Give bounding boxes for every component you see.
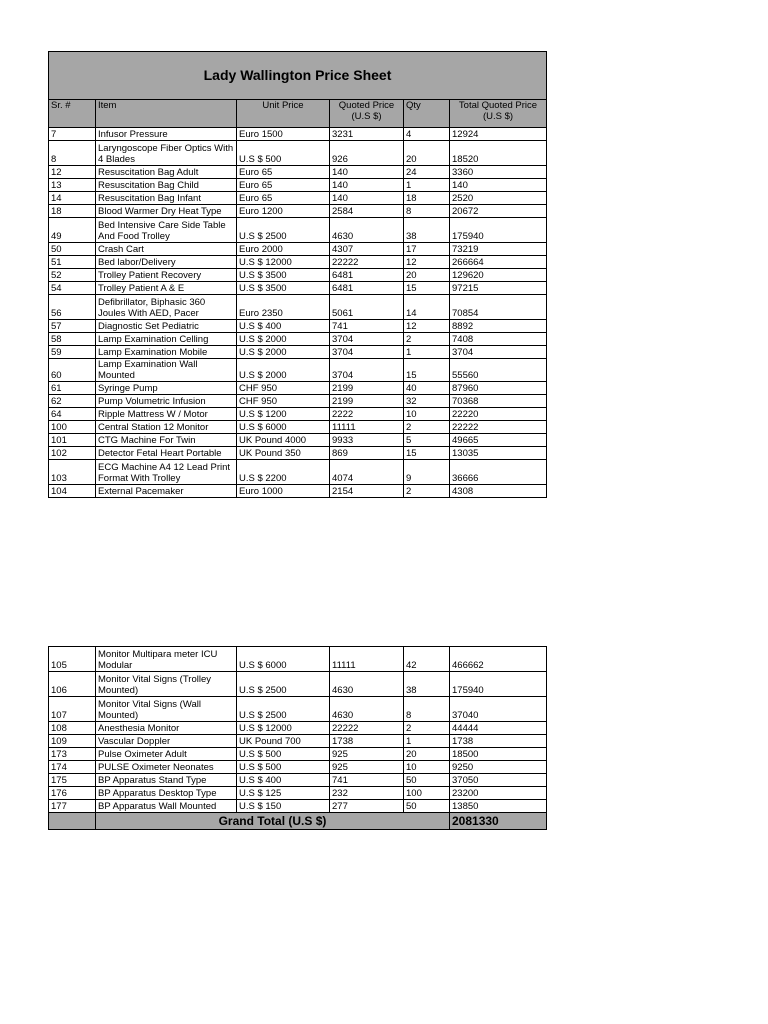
cell-unit-price: U.S $ 2500 — [237, 697, 330, 722]
table-row — [49, 672, 547, 697]
cell-item: Pump Volumetric Infusion — [96, 395, 237, 408]
cell-quoted-price: 277 — [330, 800, 404, 813]
cell-quoted-price: 140 — [330, 179, 404, 192]
cell-qty: 18 — [404, 192, 450, 205]
cell-qty: 50 — [404, 774, 450, 787]
cell-qty: 17 — [404, 243, 450, 256]
cell-item: Monitor Multipara meter ICU Modular — [96, 647, 237, 672]
table-row — [49, 382, 547, 395]
table-row — [49, 447, 547, 460]
cell-quoted-price: 3704 — [330, 333, 404, 346]
cell-item: Defibrillator, Biphasic 360 Joules With AED, Pacer — [96, 295, 237, 320]
cell-sr: 107 — [49, 697, 96, 722]
cell-sr: 108 — [49, 722, 96, 735]
cell-qty: 2 — [404, 421, 450, 434]
table-row — [49, 205, 547, 218]
table-row — [49, 359, 547, 382]
cell-qty: 20 — [404, 269, 450, 282]
cell-quoted-price: 3704 — [330, 346, 404, 359]
table-row — [49, 697, 547, 722]
cell-total: 37050 — [450, 774, 547, 787]
cell-sr: 52 — [49, 269, 96, 282]
cell-sr: 105 — [49, 647, 96, 672]
cell-sr: 64 — [49, 408, 96, 421]
cell-quoted-price: 2222 — [330, 408, 404, 421]
cell-quoted-price: 9933 — [330, 434, 404, 447]
table-row — [49, 320, 547, 333]
header-row — [49, 100, 547, 128]
cell-total: 2520 — [450, 192, 547, 205]
cell-qty: 15 — [404, 447, 450, 460]
cell-unit-price: U.S $ 12000 — [237, 256, 330, 269]
cell-total: 4308 — [450, 485, 547, 498]
cell-quoted-price: 741 — [330, 320, 404, 333]
cell-total: 3704 — [450, 346, 547, 359]
cell-qty: 5 — [404, 434, 450, 447]
cell-qty: 14 — [404, 295, 450, 320]
table-row — [49, 647, 547, 672]
cell-sr: 8 — [49, 141, 96, 166]
cell-quoted-price: 4630 — [330, 218, 404, 243]
cell-unit-price: CHF 950 — [237, 395, 330, 408]
cell-total: 70368 — [450, 395, 547, 408]
table-row — [49, 748, 547, 761]
header-quoted-price: Quoted Price (U.S $) — [330, 100, 404, 128]
cell-total: 18500 — [450, 748, 547, 761]
table-row — [49, 346, 547, 359]
cell-quoted-price: 4630 — [330, 697, 404, 722]
table-row — [49, 460, 547, 485]
cell-unit-price: U.S $ 400 — [237, 774, 330, 787]
cell-unit-price: U.S $ 2000 — [237, 346, 330, 359]
header-item: Item — [96, 100, 237, 128]
cell-quoted-price: 926 — [330, 141, 404, 166]
grand-total-blank — [49, 813, 96, 830]
cell-sr: 7 — [49, 128, 96, 141]
cell-item: Resuscitation Bag Child — [96, 179, 237, 192]
cell-total: 49665 — [450, 434, 547, 447]
cell-total: 23200 — [450, 787, 547, 800]
cell-sr: 58 — [49, 333, 96, 346]
cell-qty: 1 — [404, 346, 450, 359]
grand-total-row — [49, 813, 547, 830]
cell-sr: 14 — [49, 192, 96, 205]
cell-item: Laryngoscope Fiber Optics With 4 Blades — [96, 141, 237, 166]
cell-qty: 2 — [404, 333, 450, 346]
cell-total: 175940 — [450, 218, 547, 243]
cell-qty: 1 — [404, 735, 450, 748]
header-total: Total Quoted Price (U.S $) — [450, 100, 547, 128]
cell-sr: 57 — [49, 320, 96, 333]
cell-sr: 106 — [49, 672, 96, 697]
cell-item: Lamp Examination Celling — [96, 333, 237, 346]
table-row — [49, 485, 547, 498]
cell-total: 73219 — [450, 243, 547, 256]
cell-item: Anesthesia Monitor — [96, 722, 237, 735]
price-sheet-table-1 — [48, 51, 547, 498]
cell-sr: 59 — [49, 346, 96, 359]
cell-quoted-price: 4074 — [330, 460, 404, 485]
cell-total: 97215 — [450, 282, 547, 295]
cell-item: Bed labor/Delivery — [96, 256, 237, 269]
cell-quoted-price: 1738 — [330, 735, 404, 748]
cell-quoted-price: 232 — [330, 787, 404, 800]
cell-quoted-price: 22222 — [330, 256, 404, 269]
cell-unit-price: UK Pound 350 — [237, 447, 330, 460]
cell-sr: 102 — [49, 447, 96, 460]
cell-unit-price: Euro 1200 — [237, 205, 330, 218]
cell-qty: 2 — [404, 485, 450, 498]
cell-total: 20672 — [450, 205, 547, 218]
cell-item: Ripple Mattress W / Motor — [96, 408, 237, 421]
cell-item: Blood Warmer Dry Heat Type — [96, 205, 237, 218]
cell-total: 55560 — [450, 359, 547, 382]
cell-quoted-price: 925 — [330, 761, 404, 774]
table-row — [49, 735, 547, 748]
cell-qty: 12 — [404, 256, 450, 269]
grand-total-value: 2081330 — [450, 813, 547, 830]
table-row — [49, 166, 547, 179]
cell-qty: 38 — [404, 218, 450, 243]
cell-qty: 15 — [404, 359, 450, 382]
cell-unit-price: U.S $ 3500 — [237, 282, 330, 295]
cell-total: 266664 — [450, 256, 547, 269]
table-row — [49, 295, 547, 320]
table-row — [49, 722, 547, 735]
cell-item: Trolley Patient A & E — [96, 282, 237, 295]
cell-sr: 12 — [49, 166, 96, 179]
header-unit-price: Unit Price — [237, 100, 330, 128]
cell-unit-price: CHF 950 — [237, 382, 330, 395]
cell-sr: 54 — [49, 282, 96, 295]
cell-sr: 49 — [49, 218, 96, 243]
table-row — [49, 395, 547, 408]
table-row — [49, 128, 547, 141]
cell-sr: 56 — [49, 295, 96, 320]
cell-total: 175940 — [450, 672, 547, 697]
cell-sr: 176 — [49, 787, 96, 800]
cell-item: Diagnostic Set Pediatric — [96, 320, 237, 333]
table-row — [49, 141, 547, 166]
cell-qty: 50 — [404, 800, 450, 813]
cell-total: 22222 — [450, 421, 547, 434]
cell-item: Syringe Pump — [96, 382, 237, 395]
cell-quoted-price: 5061 — [330, 295, 404, 320]
cell-item: Infusor Pressure — [96, 128, 237, 141]
cell-quoted-price: 140 — [330, 192, 404, 205]
cell-sr: 109 — [49, 735, 96, 748]
cell-quoted-price: 4630 — [330, 672, 404, 697]
cell-quoted-price: 11111 — [330, 647, 404, 672]
cell-qty: 1 — [404, 179, 450, 192]
cell-unit-price: U.S $ 6000 — [237, 421, 330, 434]
cell-quoted-price: 2154 — [330, 485, 404, 498]
cell-unit-price: Euro 1000 — [237, 485, 330, 498]
cell-unit-price: U.S $ 2000 — [237, 333, 330, 346]
cell-item: Trolley Patient Recovery — [96, 269, 237, 282]
cell-quoted-price: 11111 — [330, 421, 404, 434]
cell-qty: 42 — [404, 647, 450, 672]
cell-total: 13035 — [450, 447, 547, 460]
cell-total: 13850 — [450, 800, 547, 813]
cell-item: BP Apparatus Desktop Type — [96, 787, 237, 800]
cell-unit-price: U.S $ 2500 — [237, 672, 330, 697]
cell-item: External Pacemaker — [96, 485, 237, 498]
cell-unit-price: U.S $ 2200 — [237, 460, 330, 485]
table-row — [49, 787, 547, 800]
cell-total: 1738 — [450, 735, 547, 748]
cell-total: 36666 — [450, 460, 547, 485]
cell-sr: 50 — [49, 243, 96, 256]
cell-qty: 40 — [404, 382, 450, 395]
cell-item: Detector Fetal Heart Portable — [96, 447, 237, 460]
cell-sr: 100 — [49, 421, 96, 434]
cell-item: Resuscitation Bag Infant — [96, 192, 237, 205]
cell-quoted-price: 140 — [330, 166, 404, 179]
cell-total: 22220 — [450, 408, 547, 421]
sheet-title: Lady Wallington Price Sheet — [49, 52, 547, 100]
cell-unit-price: Euro 65 — [237, 192, 330, 205]
cell-unit-price: U.S $ 500 — [237, 748, 330, 761]
cell-qty: 10 — [404, 408, 450, 421]
cell-quoted-price: 2584 — [330, 205, 404, 218]
header-sr: Sr. # — [49, 100, 96, 128]
cell-sr: 61 — [49, 382, 96, 395]
cell-unit-price: U.S $ 2000 — [237, 359, 330, 382]
cell-item: ECG Machine A4 12 Lead Print Format With Trolley — [96, 460, 237, 485]
cell-total: 18520 — [450, 141, 547, 166]
cell-quoted-price: 6481 — [330, 282, 404, 295]
cell-sr: 101 — [49, 434, 96, 447]
table-row — [49, 774, 547, 787]
cell-item: Lamp Examination Mobile — [96, 346, 237, 359]
grand-total-label: Grand Total (U.S $) — [96, 813, 450, 830]
table-row — [49, 282, 547, 295]
cell-unit-price: Euro 2000 — [237, 243, 330, 256]
table-row — [49, 333, 547, 346]
cell-item: Resuscitation Bag Adult — [96, 166, 237, 179]
cell-unit-price: UK Pound 700 — [237, 735, 330, 748]
cell-item: Monitor Vital Signs (Trolley Mounted) — [96, 672, 237, 697]
cell-sr: 62 — [49, 395, 96, 408]
cell-quoted-price: 2199 — [330, 382, 404, 395]
table-row — [49, 192, 547, 205]
cell-unit-price: U.S $ 500 — [237, 761, 330, 774]
cell-qty: 9 — [404, 460, 450, 485]
cell-unit-price: U.S $ 12000 — [237, 722, 330, 735]
cell-qty: 4 — [404, 128, 450, 141]
cell-unit-price: U.S $ 3500 — [237, 269, 330, 282]
cell-total: 129620 — [450, 269, 547, 282]
cell-unit-price: Euro 1500 — [237, 128, 330, 141]
cell-unit-price: UK Pound 4000 — [237, 434, 330, 447]
cell-item: Bed Intensive Care Side Table And Food Trolley — [96, 218, 237, 243]
cell-unit-price: Euro 65 — [237, 166, 330, 179]
cell-qty: 8 — [404, 697, 450, 722]
cell-item: Monitor Vital Signs (Wall Mounted) — [96, 697, 237, 722]
table-row — [49, 800, 547, 813]
cell-qty: 38 — [404, 672, 450, 697]
cell-quoted-price: 925 — [330, 748, 404, 761]
cell-item: BP Apparatus Wall Mounted — [96, 800, 237, 813]
cell-sr: 173 — [49, 748, 96, 761]
table-row — [49, 421, 547, 434]
table-row — [49, 179, 547, 192]
cell-total: 140 — [450, 179, 547, 192]
cell-quoted-price: 2199 — [330, 395, 404, 408]
cell-item: Crash Cart — [96, 243, 237, 256]
cell-total: 37040 — [450, 697, 547, 722]
cell-unit-price: U.S $ 2500 — [237, 218, 330, 243]
cell-quoted-price: 6481 — [330, 269, 404, 282]
cell-qty: 2 — [404, 722, 450, 735]
cell-unit-price: U.S $ 500 — [237, 141, 330, 166]
cell-item: PULSE Oximeter Neonates — [96, 761, 237, 774]
cell-unit-price: U.S $ 400 — [237, 320, 330, 333]
cell-qty: 8 — [404, 205, 450, 218]
cell-quoted-price: 22222 — [330, 722, 404, 735]
cell-unit-price: Euro 2350 — [237, 295, 330, 320]
cell-item: Pulse Oximeter Adult — [96, 748, 237, 761]
table-row — [49, 256, 547, 269]
cell-quoted-price: 869 — [330, 447, 404, 460]
cell-sr: 174 — [49, 761, 96, 774]
cell-item: BP Apparatus Stand Type — [96, 774, 237, 787]
cell-quoted-price: 4307 — [330, 243, 404, 256]
cell-sr: 13 — [49, 179, 96, 192]
cell-sr: 60 — [49, 359, 96, 382]
cell-sr: 51 — [49, 256, 96, 269]
cell-unit-price: U.S $ 150 — [237, 800, 330, 813]
cell-quoted-price: 3231 — [330, 128, 404, 141]
cell-qty: 20 — [404, 141, 450, 166]
cell-total: 44444 — [450, 722, 547, 735]
cell-total: 8892 — [450, 320, 547, 333]
cell-qty: 32 — [404, 395, 450, 408]
cell-qty: 15 — [404, 282, 450, 295]
table-row — [49, 408, 547, 421]
cell-qty: 12 — [404, 320, 450, 333]
cell-sr: 103 — [49, 460, 96, 485]
cell-unit-price: U.S $ 6000 — [237, 647, 330, 672]
table-row — [49, 434, 547, 447]
cell-item: Central Station 12 Monitor — [96, 421, 237, 434]
cell-sr: 104 — [49, 485, 96, 498]
cell-qty: 100 — [404, 787, 450, 800]
cell-total: 87960 — [450, 382, 547, 395]
cell-unit-price: Euro 65 — [237, 179, 330, 192]
table-row — [49, 761, 547, 774]
cell-sr: 18 — [49, 205, 96, 218]
cell-total: 7408 — [450, 333, 547, 346]
cell-qty: 20 — [404, 748, 450, 761]
table-row — [49, 243, 547, 256]
cell-qty: 24 — [404, 166, 450, 179]
cell-total: 70854 — [450, 295, 547, 320]
cell-unit-price: U.S $ 1200 — [237, 408, 330, 421]
cell-total: 466662 — [450, 647, 547, 672]
cell-unit-price: U.S $ 125 — [237, 787, 330, 800]
cell-qty: 10 — [404, 761, 450, 774]
cell-quoted-price: 3704 — [330, 359, 404, 382]
table-row — [49, 218, 547, 243]
cell-item: Vascular Doppler — [96, 735, 237, 748]
cell-total: 12924 — [450, 128, 547, 141]
header-qty: Qty — [404, 100, 450, 128]
table-row — [49, 269, 547, 282]
price-sheet-table-2 — [48, 646, 547, 830]
cell-item: CTG Machine For Twin — [96, 434, 237, 447]
cell-sr: 177 — [49, 800, 96, 813]
cell-total: 3360 — [450, 166, 547, 179]
cell-total: 9250 — [450, 761, 547, 774]
cell-item: Lamp Examination Wall Mounted — [96, 359, 237, 382]
cell-sr: 175 — [49, 774, 96, 787]
cell-quoted-price: 741 — [330, 774, 404, 787]
